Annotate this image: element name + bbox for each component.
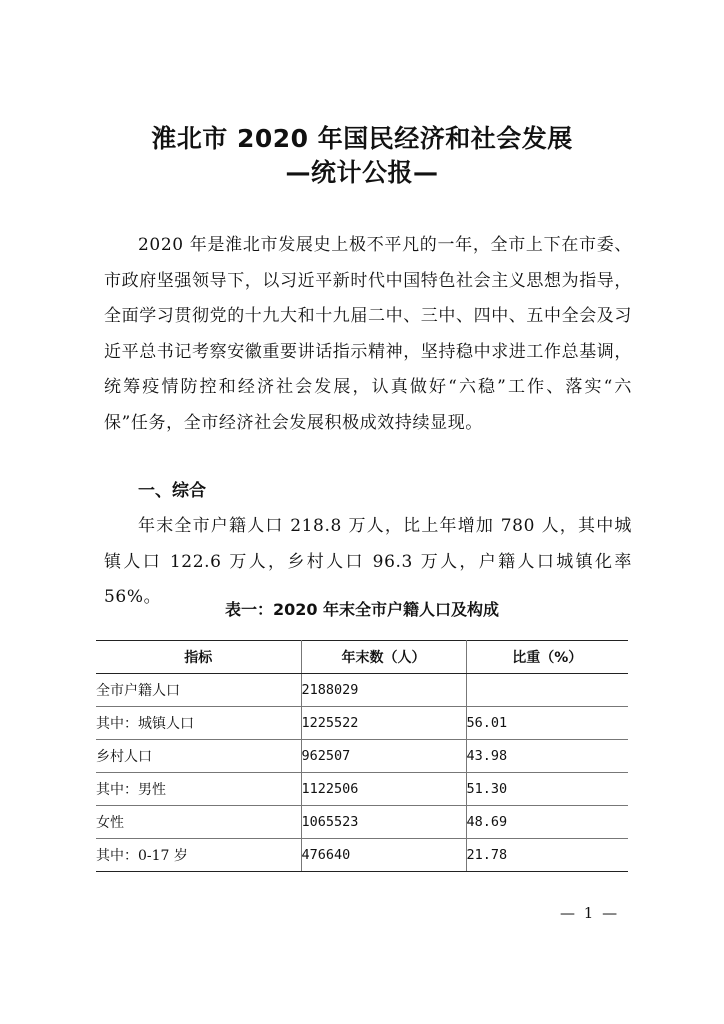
- row-share: 56.01: [466, 707, 628, 740]
- column-header-indicator: 指标: [96, 641, 301, 674]
- row-label: 其中：城镇人口: [96, 707, 301, 740]
- row-label: 其中：男性: [96, 773, 301, 806]
- population-paragraph: 年末全市户籍人口 218.8 万人，比上年增加 780 人，其中城镇人口 122.6 万人，乡村人口 96.3 万人，户籍人口城镇化率 56%。: [104, 516, 632, 607]
- row-count: 476640: [301, 839, 466, 872]
- column-header-count: 年末数（人）: [301, 641, 466, 674]
- table-row: [96, 674, 628, 707]
- column-header-share: 比重（%）: [466, 641, 628, 674]
- table-row: [96, 806, 628, 839]
- row-share: 51.30: [466, 773, 628, 806]
- row-label: 其中：0-17 岁: [96, 839, 301, 872]
- row-share: 21.78: [466, 839, 628, 872]
- row-share: 43.98: [466, 740, 628, 773]
- row-count: 1225522: [301, 707, 466, 740]
- table-caption: 表一：2020 年末全市户籍人口及构成: [224, 600, 500, 619]
- document-title-line-1: 淮北市 2020 年国民经济和社会发展: [151, 124, 573, 153]
- table-row: [96, 773, 628, 806]
- row-count: 2188029: [301, 674, 466, 707]
- row-label: 乡村人口: [96, 740, 301, 773]
- population-table: [96, 640, 628, 872]
- table-row: [96, 839, 628, 872]
- table-row: [96, 707, 628, 740]
- row-share: [466, 674, 628, 707]
- row-count: 962507: [301, 740, 466, 773]
- table-header-row: [96, 641, 628, 674]
- document-title-line-2: —统计公报—: [285, 158, 439, 187]
- row-count: 1122506: [301, 773, 466, 806]
- intro-paragraph: 2020 年是淮北市发展史上极不平凡的一年，全市上下在市委、市政府坚强领导下，以习近平新时代中国特色社会主义思想为指导，全面学习贯彻党的十九大和十九届二中、三中、四中、五中全会及习近平总书记考察安徽重要讲话指示精神，坚持稳中求进工作总基调，统筹疫情防控和经济社会发展，认真做好“六稳”工作、落实“六保”任务，全市经济社会发展积极成效持续显现。: [104, 235, 632, 433]
- row-label: 女性: [96, 806, 301, 839]
- section-heading-overview: 一、综合: [138, 481, 206, 501]
- row-share: 48.69: [466, 806, 628, 839]
- row-label: 全市户籍人口: [96, 674, 301, 707]
- row-count: 1065523: [301, 806, 466, 839]
- page-number: — 1 —: [560, 904, 620, 922]
- table-row: [96, 740, 628, 773]
